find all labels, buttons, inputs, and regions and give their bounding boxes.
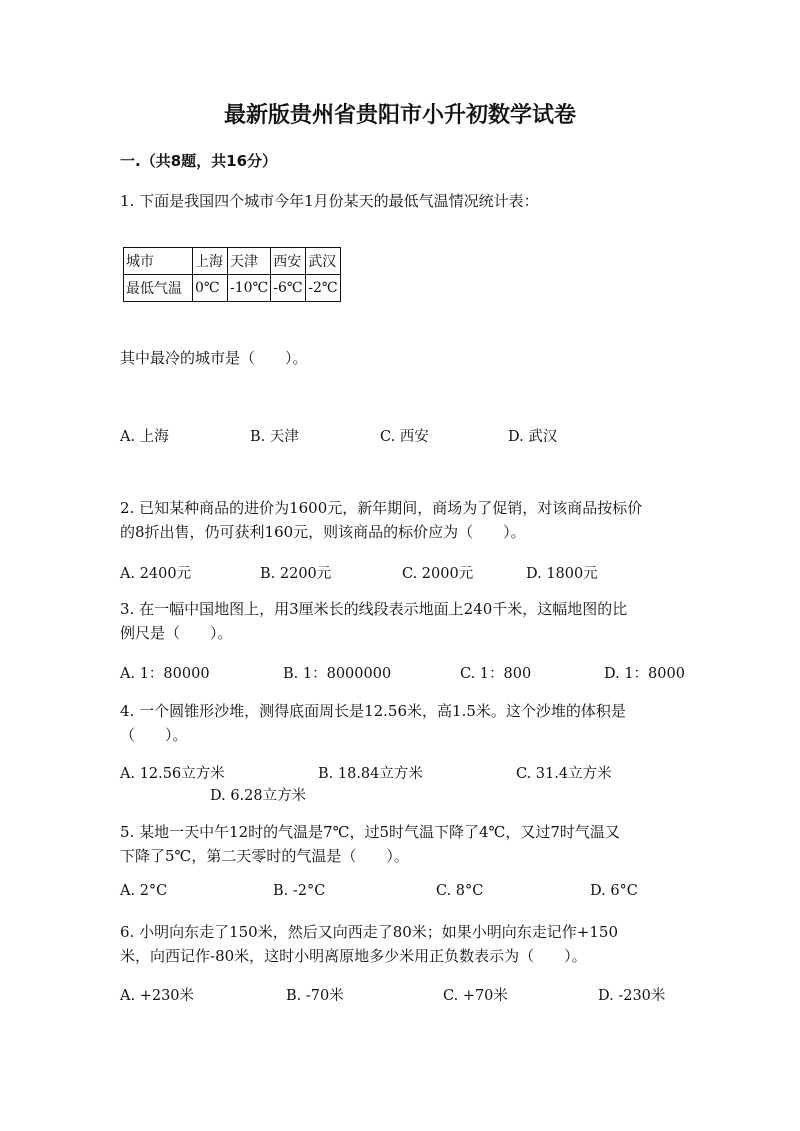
question-5-stem-line-2: 下降了5℃，第二天零时的气温是（ ）。: [120, 847, 409, 865]
table-header-row: [124, 248, 341, 275]
question-5-option-d: D. 6°C: [590, 883, 638, 899]
question-5-option-b: B. -2°C: [273, 883, 326, 899]
table-cell: 0℃: [193, 275, 228, 302]
question-1-option-c: C. 西安: [380, 429, 429, 445]
table-cell: -10℃: [228, 275, 271, 302]
table-cell: 武汉: [306, 248, 341, 275]
question-6-option-c: C. +70米: [443, 988, 508, 1004]
question-2-option-c: C. 2000元: [402, 566, 474, 582]
question-1-option-d: D. 武汉: [508, 429, 558, 445]
table-cell: 最低气温: [124, 275, 193, 302]
exam-title: 最新版贵州省贵阳市小升初数学试卷: [223, 103, 576, 128]
question-4-option-b: B. 18.84立方米: [318, 766, 423, 782]
question-3-stem-line-1: 3. 在一幅中国地图上，用3厘米长的线段表示地面上240千米，这幅地图的比: [120, 600, 628, 618]
question-2-option-d: D. 1800元: [526, 566, 598, 582]
table-row: [124, 275, 341, 302]
table-cell: -6℃: [271, 275, 306, 302]
question-1-prompt: 其中最冷的城市是（ ）。: [120, 349, 308, 367]
question-4-option-d: D. 6.28立方米: [210, 788, 307, 804]
question-6-option-b: B. -70米: [286, 988, 344, 1004]
question-3-option-d: D. 1：8000: [604, 666, 685, 682]
question-5-option-c: C. 8°C: [436, 883, 484, 899]
question-1-stem: 1. 下面是我国四个城市今年1月份某天的最低气温情况统计表：: [120, 192, 539, 210]
table-cell: 上海: [193, 248, 228, 275]
question-2-option-b: B. 2200元: [260, 566, 332, 582]
question-4-option-a: A. 12.56立方米: [120, 766, 225, 782]
question-2-stem-line-2: 的8折出售，仍可获利160元，则该商品的标价应为（ ）。: [120, 523, 526, 541]
question-4-stem-line-2: （ ）。: [120, 726, 188, 744]
question-2-stem-line-1: 2. 已知某种商品的进价为1600元，新年期间，商场为了促销，对该商品按标价: [120, 499, 643, 517]
question-5-stem-line-1: 5. 某地一天中午12时的气温是7℃，过5时气温下降了4℃，又过7时气温又: [120, 823, 620, 841]
question-6-option-d: D. -230米: [598, 988, 666, 1004]
question-1-option-a: A. 上海: [120, 429, 169, 445]
question-4-stem-line-1: 4. 一个圆锥形沙堆，测得底面周长是12.56米，高1.5米。这个沙堆的体积是: [120, 702, 626, 720]
question-6-stem-line-1: 6. 小明向东走了150米，然后又向西走了80米；如果小明向东走记作+150: [120, 923, 618, 941]
question-6-stem-line-2: 米，向西记作-80米，这时小明离原地多少米用正负数表示为（ ）。: [120, 947, 587, 965]
question-3-option-c: C. 1：800: [460, 666, 532, 682]
question-3-option-b: B. 1：8000000: [283, 666, 392, 682]
question-4-option-c: C. 31.4立方米: [516, 766, 612, 782]
question-6-option-a: A. +230米: [120, 988, 195, 1004]
table-cell: -2℃: [306, 275, 341, 302]
table-cell: 天津: [228, 248, 271, 275]
question-3-stem-line-2: 例尺是（ ）。: [120, 624, 233, 642]
question-2-option-a: A. 2400元: [120, 566, 192, 582]
table-cell: 城市: [124, 248, 193, 275]
question-1-option-b: B. 天津: [250, 429, 299, 445]
question-3-option-a: A. 1：80000: [120, 666, 210, 682]
question-5-option-a: A. 2°C: [120, 883, 168, 899]
temperature-table: [123, 247, 341, 302]
section-heading: 一.（共8题，共16分）: [120, 152, 278, 170]
table-cell: 西安: [271, 248, 306, 275]
